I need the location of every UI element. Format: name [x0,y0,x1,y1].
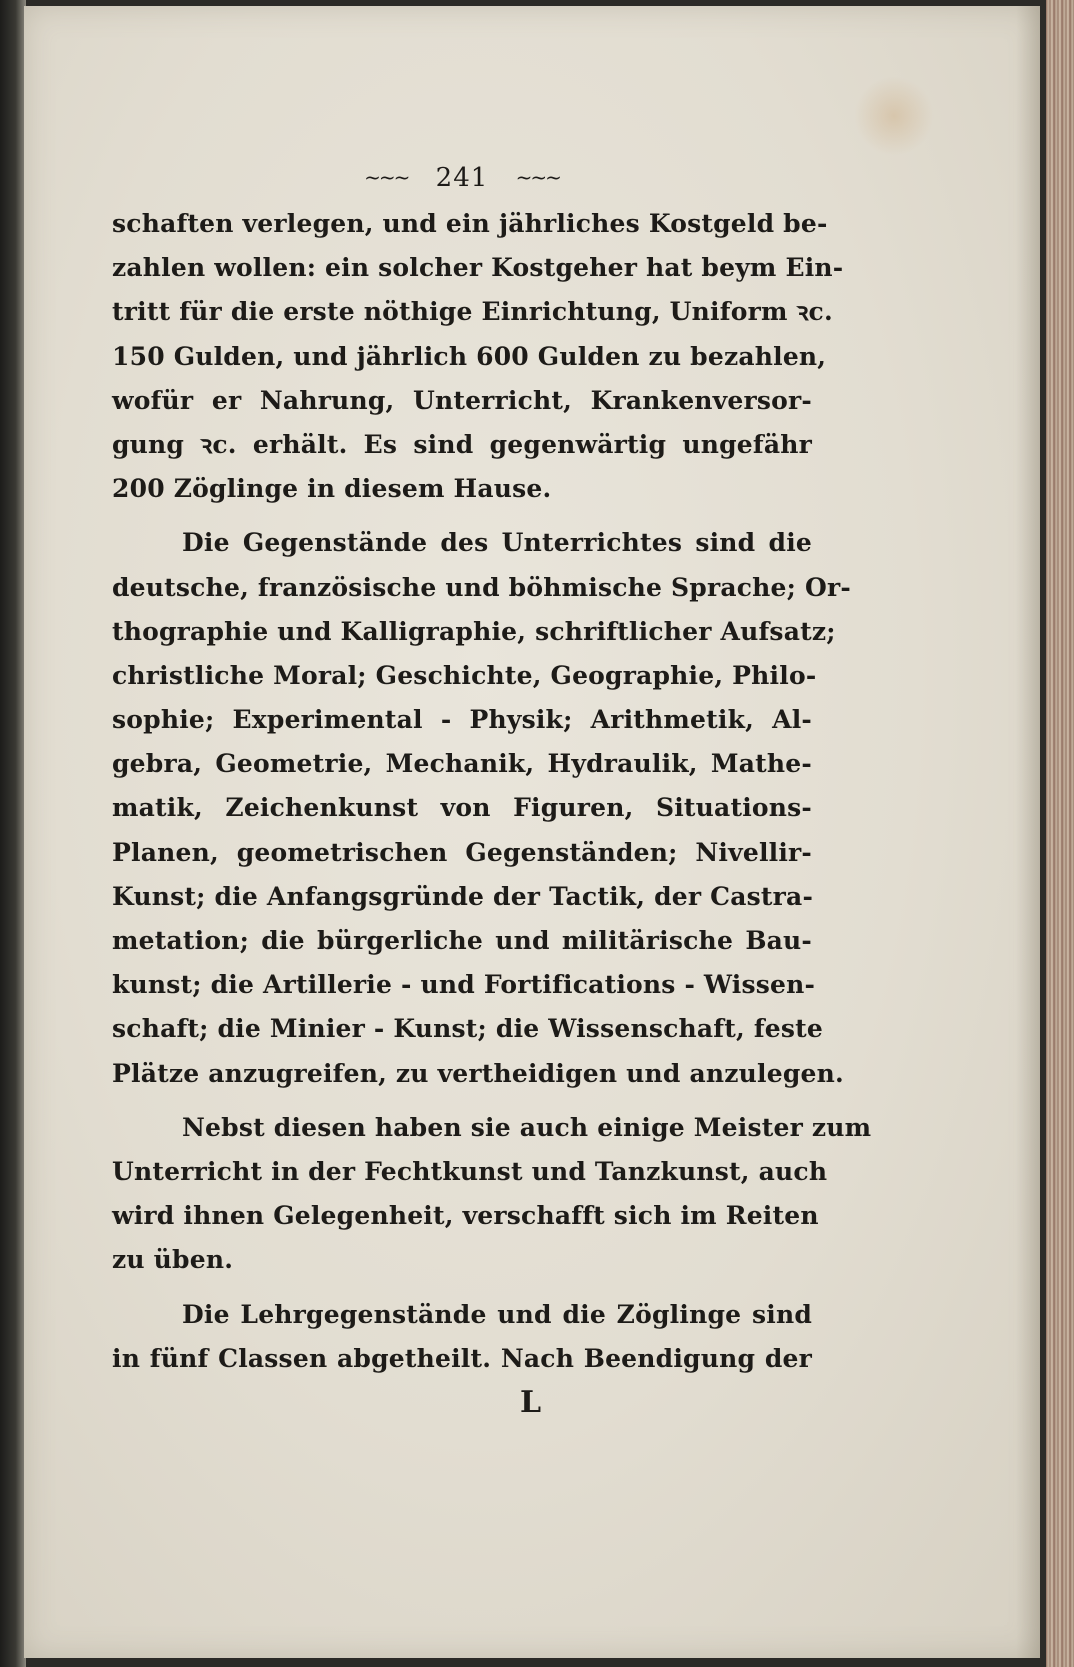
paragraph [112,1106,872,1283]
text-line: Die Lehrgegenstände und die Zöglinge sind [182,1299,812,1329]
paragraph-gap [112,1096,812,1106]
text-line: Die Gegenstände des Unterrichtes sind die [182,528,812,558]
paragraph-gap [112,511,812,521]
text-line: 200 Zöglinge in diesem Hause. [112,474,552,504]
text-line: 150 Gulden, und jährlich 600 Gulden zu bezahlen, [112,341,827,371]
ornament-left: ~~~ [364,165,409,189]
text-line: christliche Moral; Geschichte, Geographie, Philo- [112,660,817,690]
text-line: wird ihnen Gelegenheit, verschafft sich im Reiten [112,1201,819,1231]
text-line: in fünf Classen abgetheilt. Nach Beendigung der [112,1343,812,1373]
body-text [112,202,872,1381]
paper-stain [854,76,934,156]
text-line: Kunst; die Anfangsgründe der Tactik, der Castra- [112,881,814,911]
text-line: tritt für die erste nöthige Einrichtung, Uniform ꝛc. [112,297,833,327]
text-line: schaft; die Minier - Kunst; die Wissenschaft, feste [112,1014,824,1044]
text-line: zahlen wollen: ein solcher Kostgeher hat beym Ein- [112,253,844,283]
paragraph [112,1293,812,1381]
text-line: gebra, Geometrie, Mechanik, Hydraulik, Mathe- [112,749,812,779]
text-line: kunst; die Artillerie - und Fortifications - Wissen- [112,970,816,1000]
binding-edge [0,0,26,1667]
signature-mark: L [520,1385,542,1420]
running-head [112,160,812,194]
text-line: Planen, geometrischen Gegenständen; Nivellir- [112,837,812,867]
text-line: Plätze anzugreifen, zu vertheidigen und anzulegen. [112,1058,844,1088]
text-block [112,160,872,1381]
paragraph [112,521,851,1095]
paragraph [112,202,844,511]
paragraph-gap [112,1283,812,1293]
fore-edge-pages [1040,0,1074,1667]
text-line: gung ꝛc. erhält. Es sind gegenwärtig ungefähr [112,429,812,459]
text-line: Nebst diesen haben sie auch einige Meister zum [182,1112,872,1142]
text-line: matik, Zeichenkunst von Figuren, Situations- [112,793,812,823]
text-line: zu üben. [112,1245,234,1275]
text-line: thographie und Kalligraphie, schriftlicher Aufsatz; [112,616,836,646]
text-line: deutsche, französische und böhmische Sprache; Or- [112,572,851,602]
page-curvature-shadow [1016,6,1040,1658]
ornament-right: ~~~ [515,165,560,189]
text-line: schaften verlegen, und ein jährliches Kostgeld be- [112,209,828,238]
text-line: sophie; Experimental - Physik; Arithmetik, Al- [112,705,812,735]
text-line: wofür er Nahrung, Unterricht, Krankenversor- [112,385,812,415]
page-number: 241 [435,163,489,193]
text-line: metation; die bürgerliche und militärische Bau- [112,926,812,955]
text-line: Unterricht in der Fechtkunst und Tanzkunst, auch [112,1156,828,1186]
